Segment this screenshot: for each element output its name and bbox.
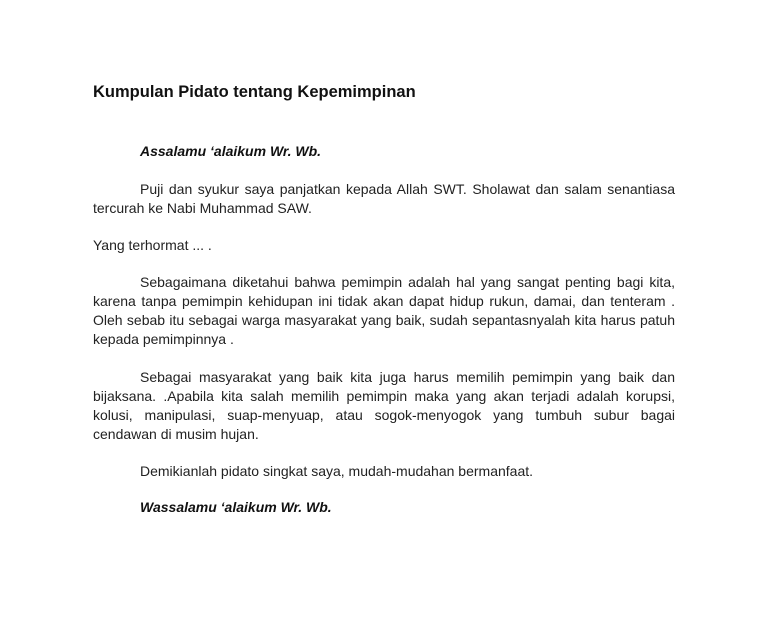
closing-greeting: Wassalamu ‘alaikum Wr. Wb.: [140, 499, 332, 515]
opening-greeting: Assalamu ‘alaikum Wr. Wb.: [140, 143, 322, 159]
document-title: Kumpulan Pidato tentang Kepemimpinan: [93, 83, 416, 101]
paragraph-importance-of-leader: Sebagaimana diketahui bahwa pemimpin adalah hal yang sangat penting bagi kita, karena tanpa pemimpin kehidupan ini tidak akan dapat hidup rukun, damai, dan tenteram . Oleh sebab itu sebagai warga masyarakat yang baik, sudah sepantasnyalah kita harus patuh kepada pemimpinnya .: [93, 274, 675, 347]
paragraph-conclusion: Demikianlah pidato singkat saya, mudah-mudahan bermanfaat.: [140, 463, 534, 479]
document-page: [93, 0, 675, 630]
paragraph-praise: Puji dan syukur saya panjatkan kepada Allah SWT. Sholawat dan salam senantiasa tercurah ke Nabi Muhammad SAW.: [93, 181, 675, 216]
paragraph-choose-leader: Sebagai masyarakat yang baik kita juga harus memilih pemimpin yang baik dan bijaksana. .Apabila kita salah memilih pemimpin maka yang akan terjadi adalah korupsi, kolusi, manipulasi, suap-menyuap, atau sogok-menyogok yang tumbuh subur bagai cendawan di musim hujan.: [93, 369, 675, 442]
paragraph-salutation: Yang terhormat ... .: [93, 237, 212, 253]
